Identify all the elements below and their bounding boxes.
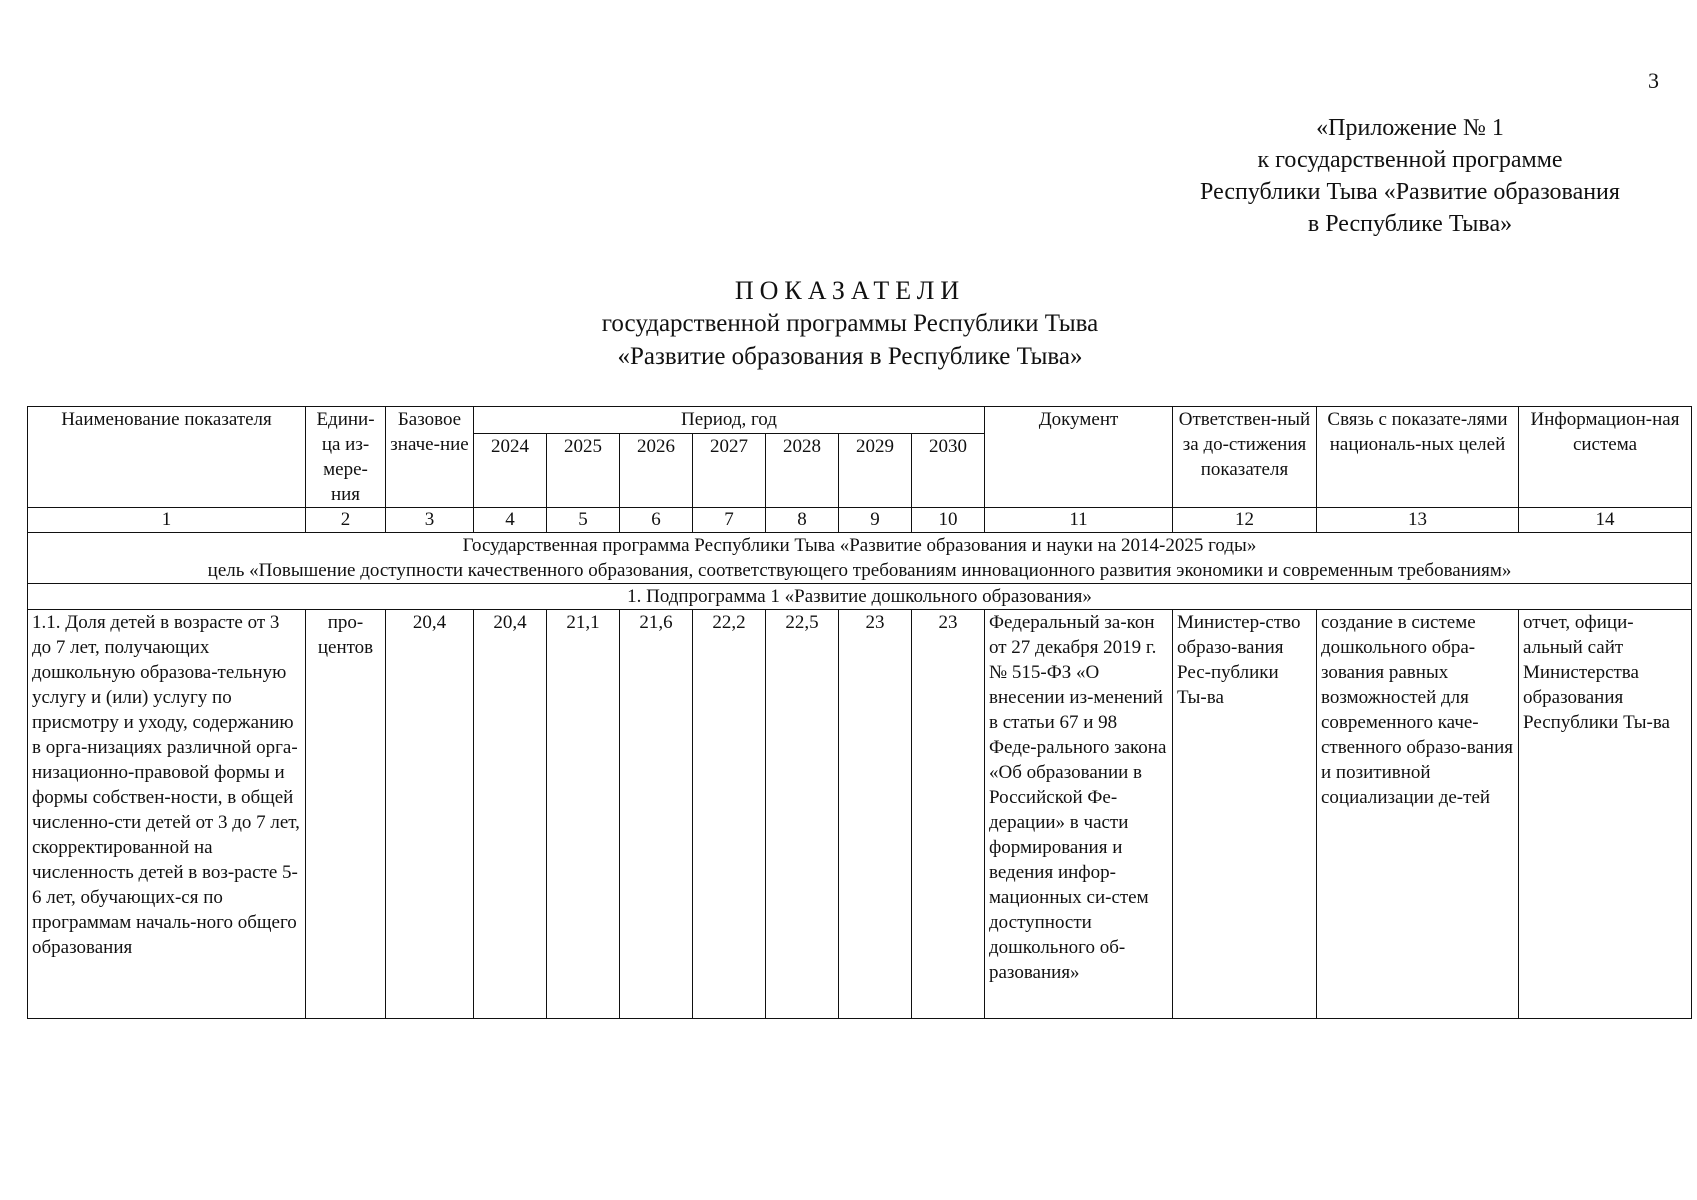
column-number: 13 — [1317, 508, 1519, 533]
header-year: 2027 — [693, 434, 766, 508]
column-number: 5 — [547, 508, 620, 533]
appendix-line-3: Республики Тыва «Развитие образования — [1200, 179, 1620, 205]
column-number: 14 — [1519, 508, 1692, 533]
title-line-2: государственной программы Республики Тыва — [601, 310, 1099, 337]
header-period: Период, год — [474, 407, 985, 434]
page-number: 3 — [1648, 68, 1659, 93]
column-number: 2 — [306, 508, 386, 533]
header-responsible: Ответствен-ный за до-стижения показателя — [1173, 407, 1317, 508]
title-main: ПОКАЗАТЕЛИ — [734, 276, 966, 305]
indicator-value: 21,1 — [547, 610, 620, 1019]
indicator-document: Федеральный за-кон от 27 декабря 2019 г. № 515-ФЗ «О внесении из-менений в статьи 67 и 98 Феде-рального закона «Об образовании в Российской Фе-дерации» в части формирования и ведения инфор-мационных си-стем доступности дошкольного об-разования» — [985, 610, 1173, 1019]
header-document: Документ — [985, 407, 1173, 508]
appendix-line-1: «Приложение № 1 — [1316, 115, 1504, 141]
indicator-unit: про-центов — [306, 610, 386, 1019]
header-year: 2024 — [474, 434, 547, 508]
column-number: 11 — [985, 508, 1173, 533]
indicator-responsible: Министер-ство образо-вания Рес-публики Ты-ва — [1173, 610, 1317, 1019]
column-number: 6 — [620, 508, 693, 533]
header-name: Наименование показателя — [28, 407, 306, 508]
goal-line: цель «Повышение доступности качественного образования, соответствующего требованиям инновационного развития экономики и современным требованиям» — [207, 560, 1512, 581]
header-year: 2025 — [547, 434, 620, 508]
column-number: 12 — [1173, 508, 1317, 533]
header-system: Информацион-ная система — [1519, 407, 1692, 508]
indicator-system: отчет, офици-альный сайт Министерства образования Республики Ты-ва — [1519, 610, 1692, 1019]
appendix-line-4: в Республике Тыва» — [1307, 211, 1513, 237]
indicator-name: 1.1. Доля детей в возрасте от 3 до 7 лет, получающих дошкольную образова-тельную услугу и (или) услугу по присмотру и уходу, содержанию в орга-низациях различной орга-низационно-правовой формы и формы собствен-ности, в общей численно-сти детей от 3 до 7 лет, скорректированной на численность детей в воз-расте 5-6 лет, обучающих-ся по программам началь-ного общего образования — [28, 610, 306, 1019]
appendix-line-2: к государственной программе — [1257, 147, 1563, 173]
indicator-value: 21,6 — [620, 610, 693, 1019]
indicators-table — [27, 406, 1692, 1019]
subprogram-row — [28, 584, 1692, 610]
column-number: 8 — [766, 508, 839, 533]
column-number: 9 — [839, 508, 912, 533]
header-base: Базовое значе-ние — [386, 407, 474, 508]
table-row — [28, 610, 1692, 1019]
header-row-1 — [28, 407, 1692, 434]
program-row — [28, 533, 1692, 584]
column-number: 7 — [693, 508, 766, 533]
header-year: 2029 — [839, 434, 912, 508]
header-year: 2026 — [620, 434, 693, 508]
column-numbers-row — [28, 508, 1692, 533]
header-year: 2030 — [912, 434, 985, 508]
column-number: 3 — [386, 508, 474, 533]
header-unit: Едини-ца из-мере-ния — [306, 407, 386, 508]
header-year: 2028 — [766, 434, 839, 508]
document-title — [500, 274, 1200, 373]
program-line: Государственная программа Республики Тыва «Развитие образования и науки на 2014-2025 годы» — [462, 535, 1257, 556]
indicator-value: 23 — [839, 610, 912, 1019]
column-number: 1 — [28, 508, 306, 533]
indicator-value: 22,2 — [693, 610, 766, 1019]
indicator-value: 20,4 — [474, 610, 547, 1019]
program-goal-cell — [28, 533, 1692, 584]
subprogram-line: 1. Подпрограмма 1 «Развитие дошкольного образования» — [28, 584, 1692, 610]
indicator-value: 23 — [912, 610, 985, 1019]
title-line-3: «Развитие образования в Республике Тыва» — [617, 343, 1083, 370]
indicator-link: создание в системе дошкольного обра-зования равных возможностей для современного каче-ственного образо-вания и позитивной социализации де-тей — [1317, 610, 1519, 1019]
header-link: Связь с показате-лями националь-ных целей — [1317, 407, 1519, 508]
appendix-header — [1150, 112, 1670, 240]
indicator-base: 20,4 — [386, 610, 474, 1019]
column-number: 4 — [474, 508, 547, 533]
indicator-value: 22,5 — [766, 610, 839, 1019]
column-number: 10 — [912, 508, 985, 533]
